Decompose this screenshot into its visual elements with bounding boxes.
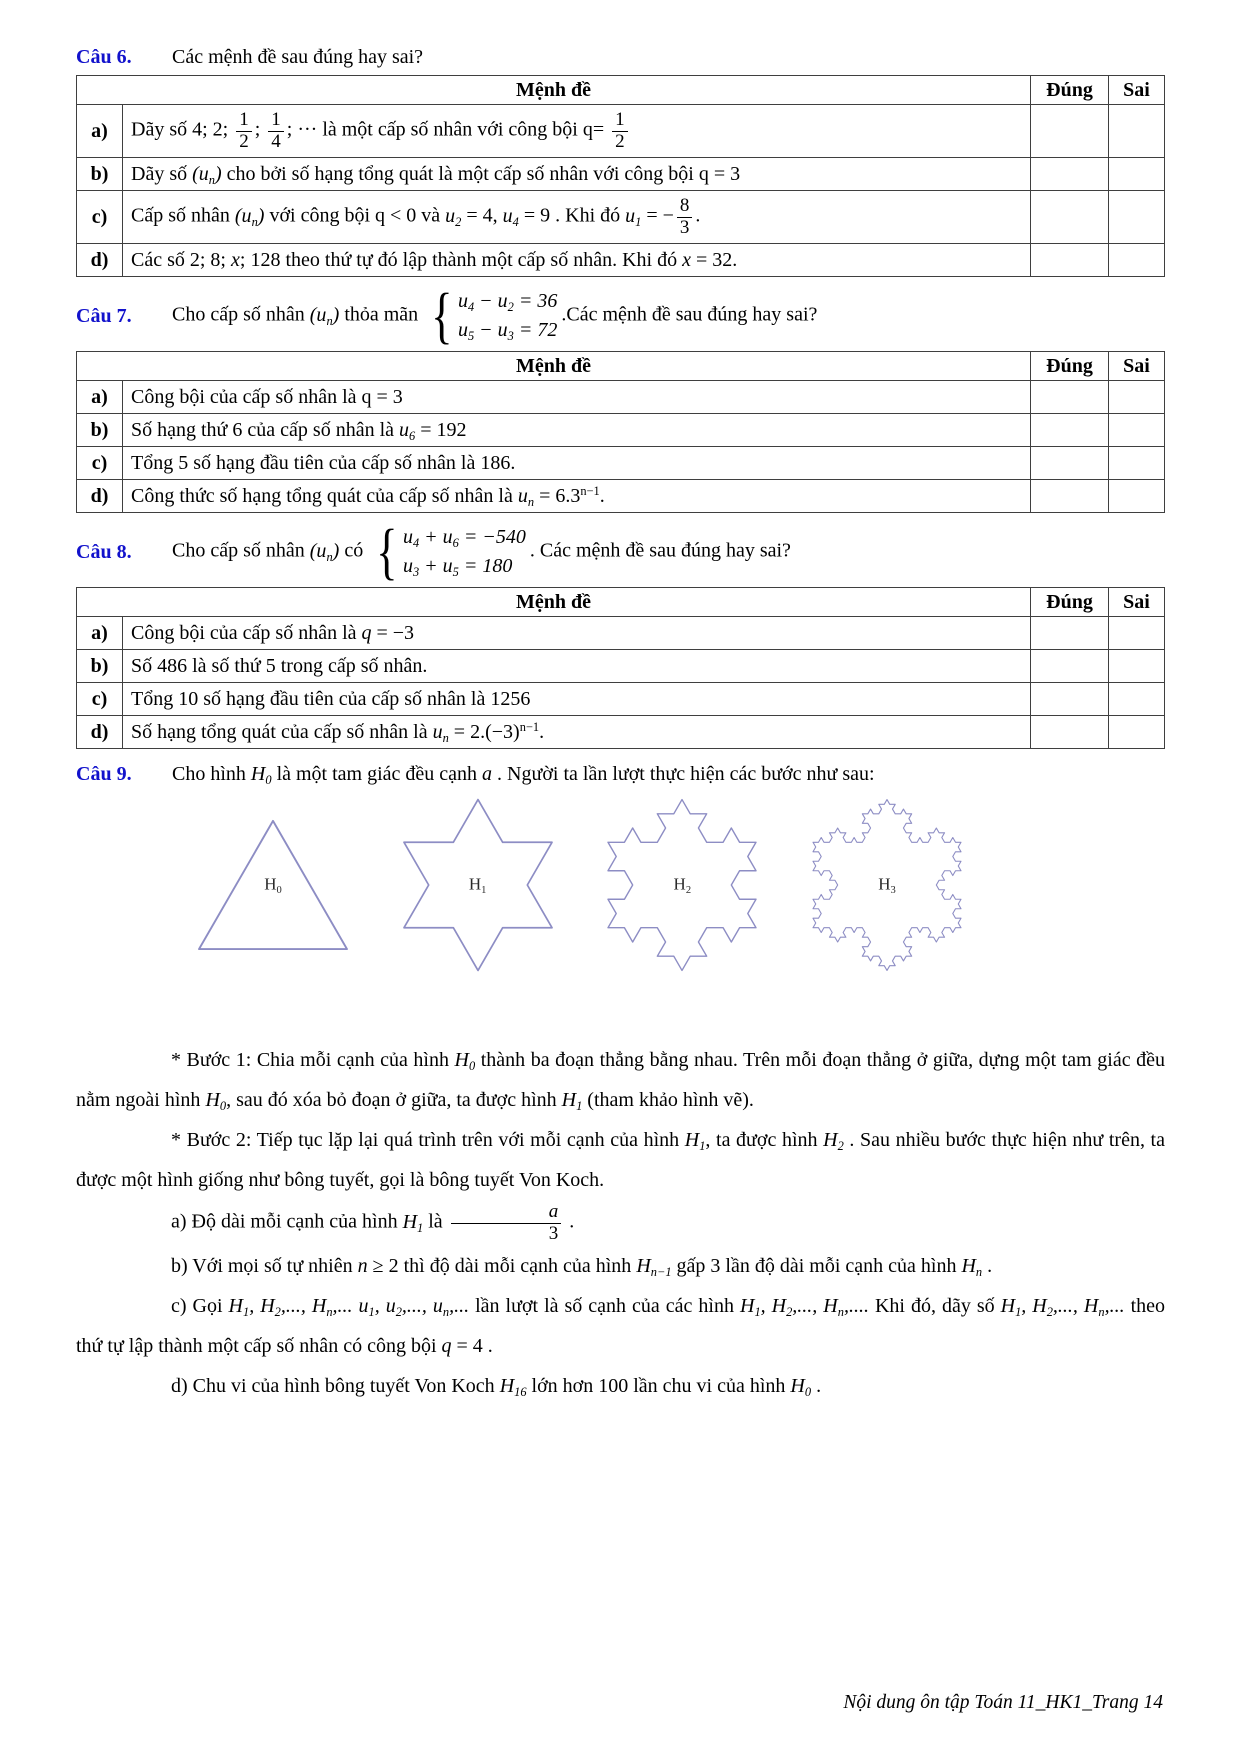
- fraction: [612, 110, 628, 152]
- dung-answer-cell: [1031, 683, 1109, 716]
- question-8-heading: [76, 517, 1165, 586]
- text-run: .: [982, 1255, 993, 1278]
- text-run: Các số 2; 8;: [131, 249, 231, 272]
- statement-row: [77, 716, 1165, 749]
- text-run: a) Độ dài mỗi cạnh của hình: [171, 1210, 403, 1233]
- text-run: Cho hình: [172, 763, 251, 786]
- math-run: $H_1$, $H_2$,..., $H_n$,...: [1000, 1295, 1125, 1320]
- math-run: $H_1$: [561, 1089, 583, 1114]
- figure-label-h0: $H_0$: [264, 874, 282, 897]
- text-run: = $6.3^{n-1}$.: [534, 484, 605, 508]
- question-9: [76, 763, 1165, 1406]
- statement-row: [77, 381, 1165, 414]
- koch-figure-h1: [399, 794, 557, 976]
- left-brace: {: [431, 281, 453, 350]
- text-run: Cho cấp số nhân: [172, 539, 310, 562]
- text-run: = 192: [415, 419, 467, 442]
- row-key: c): [77, 683, 123, 716]
- fraction: [236, 110, 252, 152]
- text-run: Tổng 5 số hạng đầu tiên của cấp số nhân là 186.: [131, 452, 516, 475]
- text-run: . Các mệnh đề sau đúng hay sai?: [529, 539, 791, 562]
- question-6-table: [76, 75, 1165, 277]
- statement-row: [77, 244, 1165, 277]
- text-run: ;: [254, 118, 266, 141]
- question-8-table: [76, 587, 1165, 749]
- statement-row: [77, 191, 1165, 244]
- sai-answer-cell: [1109, 105, 1165, 158]
- math-run: $H_1$, $H_2$,..., $H_n$,... $u_1$, $u_2$,..., $u_n$,...: [228, 1295, 470, 1320]
- fraction-denominator: 2: [239, 130, 249, 152]
- text-run: ; 128 theo thứ tự đó lập thành một cấp số nhân. Khi đó: [239, 249, 683, 272]
- text-run: . Sau nhiều bước thực hiện như trên, ta được một hình giống như bông tuyết, gọi là bông tuyết Von Koch.: [76, 1129, 1165, 1192]
- text-run: Dãy số 4; 2;: [131, 118, 234, 141]
- text-run: thỏa mãn: [339, 303, 424, 326]
- text-run: (tham khảo hình vẽ).: [582, 1089, 754, 1112]
- koch-figure-h3: [808, 794, 966, 976]
- math-run: $u_6$: [399, 419, 416, 444]
- left-brace: {: [376, 517, 398, 586]
- dung-answer-cell: [1031, 244, 1109, 277]
- text-run: cho bởi số hạng tổng quát là một cấp số nhân với công bội q = 3: [221, 163, 741, 186]
- text-run: b) Với mọi số tự nhiên: [171, 1255, 358, 1278]
- text-run: , sau đó xóa bỏ đoạn ở giữa, ta được hình: [226, 1089, 562, 1112]
- text-run: = 32.: [690, 249, 738, 272]
- sai-answer-cell: [1109, 191, 1165, 244]
- math-run: $H_2$: [823, 1129, 844, 1154]
- statement-cell: [123, 617, 1031, 650]
- row-key: a): [77, 105, 123, 158]
- question-6: [76, 46, 1165, 277]
- sai-header: Sai: [1109, 76, 1165, 105]
- figure-label-h2: $H_2$: [673, 874, 692, 897]
- text-run: = 4,: [461, 204, 503, 227]
- math-run: q: [441, 1335, 452, 1358]
- equation: $u_3 + u_5 = 180$: [402, 555, 513, 580]
- statement-cell: [123, 191, 1031, 244]
- fraction-numerator: 1: [612, 110, 628, 132]
- math-run: a: [482, 763, 493, 786]
- part-d-paragraph: [76, 1366, 1165, 1406]
- dung-answer-cell: [1031, 650, 1109, 683]
- text-run: .: [695, 204, 701, 227]
- part-c-paragraph: [76, 1286, 1165, 1366]
- dung-answer-cell: [1031, 191, 1109, 244]
- text-run: .: [811, 1375, 822, 1398]
- text-run: gấp 3 lần độ dài mỗi cạnh của hình: [671, 1255, 962, 1278]
- text-run: ≥ 2 thì độ dài mỗi cạnh của hình: [367, 1255, 637, 1278]
- math-run: $(u_n)$: [309, 539, 340, 564]
- sai-answer-cell: [1109, 716, 1165, 749]
- dung-answer-cell: [1031, 716, 1109, 749]
- math-run: $H_{n-1}$: [636, 1255, 672, 1280]
- sai-answer-cell: [1109, 381, 1165, 414]
- text-run: . Người ta lần lượt thực hiện các bước như sau:: [492, 763, 875, 786]
- row-key: d): [77, 244, 123, 277]
- math-run: $H_1$: [402, 1210, 424, 1235]
- statement-cell: [123, 414, 1031, 447]
- equation-system: [372, 517, 526, 586]
- question-9-prompt: [172, 763, 1165, 786]
- row-key: b): [77, 158, 123, 191]
- sai-header: Sai: [1109, 352, 1165, 381]
- fraction-numerator: 8: [677, 196, 693, 218]
- sai-answer-cell: [1109, 480, 1165, 513]
- text-run: .Các mệnh đề sau đúng hay sai?: [561, 303, 818, 326]
- dung-answer-cell: [1031, 447, 1109, 480]
- statement-row: [77, 105, 1165, 158]
- question-6-prompt: [172, 46, 1165, 69]
- row-key: c): [77, 447, 123, 480]
- math-run: $(u_n)$: [234, 204, 265, 229]
- math-run: $H_1$, $H_2$,..., $H_n$,....: [739, 1295, 869, 1320]
- statement-row: [77, 683, 1165, 716]
- equation: $u_4 + u_6 = -540$: [402, 526, 526, 551]
- text-run: thành ba đoạn thẳng bằng nhau. Trên mỗi đoạn thẳng ở giữa, dựng một tam giác đều nằm ngoài hình: [76, 1049, 1166, 1112]
- row-key: d): [77, 480, 123, 513]
- text-run: theo thứ tự lập thành một cấp số nhân có công bội: [76, 1295, 1166, 1358]
- dung-answer-cell: [1031, 381, 1109, 414]
- text-run: = −3: [371, 622, 415, 645]
- statement-row: [77, 158, 1165, 191]
- row-key: d): [77, 716, 123, 749]
- question-7-label: Câu 7.: [76, 304, 132, 327]
- text-run: Cho cấp số nhân: [172, 303, 310, 326]
- text-run: c) Gọi: [171, 1295, 229, 1318]
- koch-figures: [194, 794, 966, 976]
- row-key: b): [77, 414, 123, 447]
- menh-de-header: Mệnh đề: [77, 76, 1031, 105]
- text-run: .: [564, 1210, 575, 1233]
- statement-cell: [123, 716, 1031, 749]
- text-run: là một tam giác đều cạnh: [271, 763, 483, 786]
- fraction-numerator: a: [451, 1202, 562, 1224]
- question-9-label: Câu 9.: [76, 763, 132, 786]
- page-footer: Nội dung ôn tập Toán 11_HK1_Trang 14: [843, 1692, 1163, 1713]
- step-1-paragraph: [76, 1040, 1165, 1120]
- text-run: Dãy số: [131, 163, 193, 186]
- statement-cell: [123, 381, 1031, 414]
- fraction: [268, 110, 284, 152]
- dung-header: Đúng: [1031, 76, 1109, 105]
- text-run: Tổng 10 số hạng đầu tiên của cấp số nhân là 1256: [131, 688, 531, 711]
- statement-cell: [123, 158, 1031, 191]
- part-a-paragraph: [76, 1200, 1165, 1246]
- math-run: q: [361, 622, 372, 645]
- math-run: n: [357, 1255, 368, 1278]
- fraction-denominator: 3: [548, 1222, 559, 1244]
- equation: $u_4 - u_2 = 36$: [457, 290, 558, 315]
- statement-cell: [123, 480, 1031, 513]
- dung-answer-cell: [1031, 414, 1109, 447]
- math-run: $u_n$: [517, 485, 535, 510]
- statement-row: [77, 617, 1165, 650]
- sai-answer-cell: [1109, 244, 1165, 277]
- equation-system: [427, 281, 558, 350]
- question-8: [76, 517, 1165, 749]
- math-run: $H_0$: [454, 1049, 476, 1074]
- question-8-prompt: [172, 517, 1165, 586]
- system-equations: [458, 287, 557, 345]
- text-run: Công thức số hạng tổng quát của cấp số nhân là: [131, 485, 518, 508]
- sai-answer-cell: [1109, 617, 1165, 650]
- fraction-numerator: 1: [268, 110, 284, 132]
- math-run: x: [682, 249, 691, 272]
- math-run: $H_1$: [684, 1129, 706, 1154]
- text-run: Số 486 là số thứ 5 trong cấp số nhân.: [131, 655, 428, 678]
- table-header-row: [77, 352, 1165, 381]
- text-run: lần lượt là số cạnh của các hình: [469, 1295, 740, 1318]
- statement-cell: [123, 650, 1031, 683]
- row-key: b): [77, 650, 123, 683]
- text-run: Khi đó, dãy số: [868, 1295, 1001, 1318]
- row-key: a): [77, 381, 123, 414]
- dung-answer-cell: [1031, 158, 1109, 191]
- text-run: = $2.(-3)^{n-1}$.: [448, 720, 545, 744]
- statement-cell: [123, 244, 1031, 277]
- table-header-row: [77, 588, 1165, 617]
- math-run: $H_n$: [961, 1255, 983, 1280]
- menh-de-header: Mệnh đề: [77, 588, 1031, 617]
- fraction: [451, 1202, 562, 1244]
- math-run: $(u_n)$: [192, 163, 222, 187]
- text-run: = 9 . Khi đó: [518, 204, 626, 227]
- math-run: x: [231, 249, 240, 272]
- dung-header: Đúng: [1031, 588, 1109, 617]
- sai-answer-cell: [1109, 447, 1165, 480]
- text-run: Số hạng thứ 6 của cấp số nhân là: [131, 419, 399, 442]
- row-key: a): [77, 617, 123, 650]
- system-equations: [403, 523, 526, 581]
- math-run: $(u_n)$: [309, 303, 340, 328]
- math-run: $H_0$: [205, 1089, 227, 1114]
- text-run: d) Chu vi của hình bông tuyết Von Koch: [171, 1375, 500, 1398]
- fraction-numerator: 1: [236, 110, 252, 132]
- sai-answer-cell: [1109, 683, 1165, 716]
- text-run: , ta được hình: [705, 1129, 824, 1152]
- dung-header: Đúng: [1031, 352, 1109, 381]
- text-run: * Bước 1: Chia mỗi cạnh của hình: [171, 1049, 455, 1072]
- text-run: Số hạng tổng quát của cấp số nhân là: [131, 721, 433, 744]
- dung-answer-cell: [1031, 617, 1109, 650]
- step-2-paragraph: [76, 1120, 1165, 1200]
- question-6-label: Câu 6.: [76, 46, 132, 68]
- sai-header: Sai: [1109, 588, 1165, 617]
- fraction: [677, 196, 693, 238]
- question-7: [76, 281, 1165, 513]
- text-run: * Bước 2: Tiếp tục lặp lại quá trình trên với mỗi cạnh của hình: [171, 1129, 685, 1152]
- fraction-denominator: 4: [271, 130, 281, 152]
- text-run: = −: [641, 204, 674, 227]
- dung-answer-cell: [1031, 105, 1109, 158]
- question-9-heading: [76, 763, 1165, 786]
- text-run: Cấp số nhân: [131, 204, 235, 227]
- statement-cell: [123, 105, 1031, 158]
- text-run: Công bội của cấp số nhân là q = 3: [131, 386, 403, 409]
- statement-row: [77, 650, 1165, 683]
- koch-figure-h2: [603, 794, 761, 976]
- math-run: $u_2$: [445, 204, 462, 229]
- text-run: lớn hơn 100 lần chu vi của hình: [526, 1375, 791, 1398]
- question-7-prompt: [172, 281, 1165, 350]
- statement-row: [77, 414, 1165, 447]
- fraction-denominator: 3: [679, 216, 690, 238]
- sai-answer-cell: [1109, 414, 1165, 447]
- text-run: Các mệnh đề sau đúng hay sai?: [172, 46, 424, 68]
- math-run: $u_4$: [502, 204, 519, 229]
- text-run: = 4 .: [451, 1335, 493, 1358]
- question-8-label: Câu 8.: [76, 540, 132, 563]
- row-key: c): [77, 191, 123, 244]
- text-run: ; ··· là một cấp số nhân với công bội q=: [286, 118, 610, 141]
- dung-answer-cell: [1031, 480, 1109, 513]
- statement-cell: [123, 447, 1031, 480]
- koch-figure-h0: [194, 794, 352, 976]
- figure-label-h3: $H_3$: [878, 874, 896, 897]
- question-7-heading: [76, 281, 1165, 350]
- question-6-heading: [76, 46, 1165, 69]
- part-b-paragraph: [76, 1246, 1165, 1286]
- math-run: $H_0$: [790, 1375, 812, 1400]
- math-run: $u_1$: [625, 204, 642, 229]
- menh-de-header: Mệnh đề: [77, 352, 1031, 381]
- statement-row: [77, 480, 1165, 513]
- math-run: $H_0$: [250, 763, 272, 788]
- fraction-denominator: 2: [615, 130, 625, 152]
- text-run: có: [339, 539, 369, 562]
- sai-answer-cell: [1109, 650, 1165, 683]
- table-header-row: [77, 76, 1165, 105]
- math-run: $H_{16}$: [499, 1375, 527, 1400]
- figure-label-h1: $H_1$: [468, 874, 487, 897]
- statement-row: [77, 447, 1165, 480]
- statement-cell: [123, 683, 1031, 716]
- text-run: với công bội q < 0 và: [264, 204, 446, 227]
- question-7-table: [76, 351, 1165, 513]
- text-run: Công bội của cấp số nhân là: [131, 622, 362, 645]
- math-run: $u_n$: [432, 721, 449, 746]
- text-run: là: [423, 1210, 448, 1233]
- sai-answer-cell: [1109, 158, 1165, 191]
- equation: $u_5 - u_3 = 72$: [457, 319, 558, 344]
